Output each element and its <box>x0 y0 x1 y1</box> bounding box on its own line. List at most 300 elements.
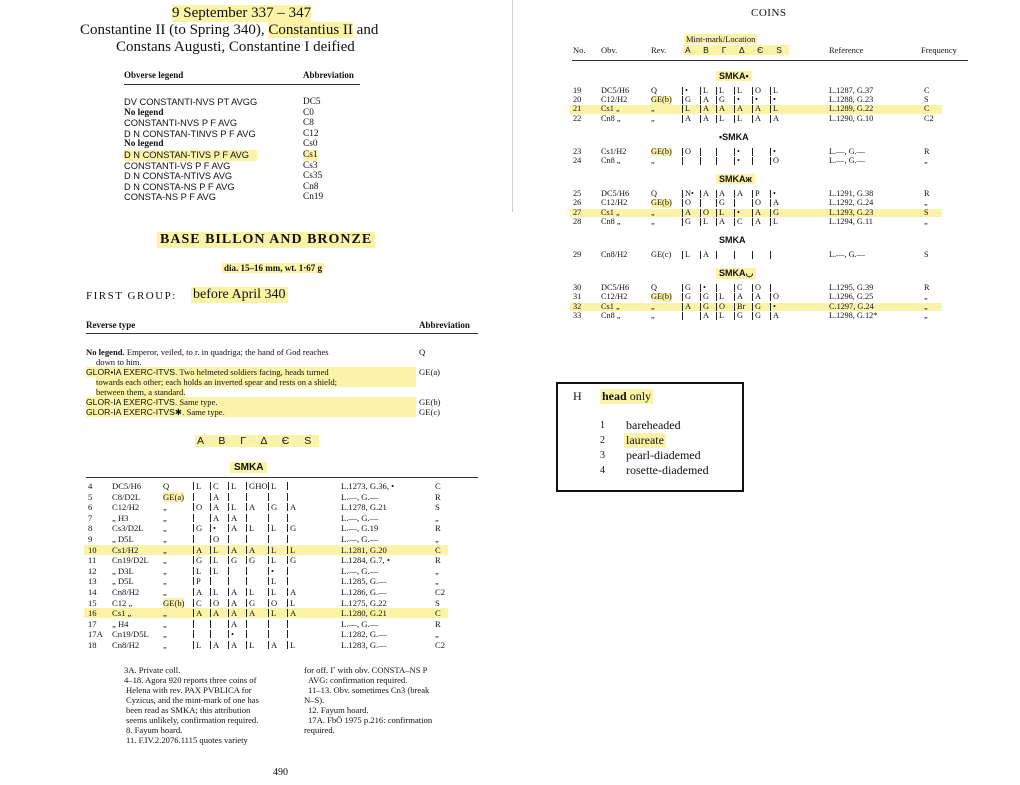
coin-reference: L.—, G.— <box>829 146 865 156</box>
obverse-abbr: C12 <box>303 128 319 139</box>
officina-divider <box>246 577 247 585</box>
officina-mark: L <box>719 207 725 217</box>
mintmark-label: SMKA◡ <box>716 268 756 279</box>
officina-mark: A <box>249 502 256 513</box>
officina-divider <box>770 87 771 95</box>
footnote-line: 4–18. Agora 920 reports three coins of <box>124 675 257 685</box>
coin-reverse: Q <box>163 481 170 491</box>
coin-no: 9 <box>88 534 93 544</box>
officina-mark: L <box>196 565 202 576</box>
coin-frequency: C <box>435 481 441 491</box>
officina-divider <box>287 524 288 532</box>
officina-divider <box>716 87 717 95</box>
officina-divider <box>700 105 701 113</box>
coin-no: 16 <box>88 608 97 619</box>
officina-divider <box>700 115 701 123</box>
officina-divider <box>228 514 229 522</box>
officina-divider <box>246 514 247 522</box>
officina-divider <box>228 556 229 564</box>
officina-divider <box>268 503 269 511</box>
officina-divider <box>210 599 211 607</box>
coin-obverse: Cs1/H2 <box>112 544 139 555</box>
officina-mark: A <box>773 198 779 208</box>
officina-mark: O <box>755 86 761 95</box>
officina-mark: A <box>755 207 761 217</box>
officina-divider <box>716 115 717 123</box>
officina-divider <box>287 588 288 596</box>
officina-divider <box>228 482 229 490</box>
obverse-legend: CONSTANTI-VS P F AVG <box>124 160 231 171</box>
footnote-line: required. <box>304 725 335 735</box>
obverse-abbr: Cn19 <box>303 192 324 203</box>
officina-mark: L <box>719 86 725 95</box>
officina-mark: A <box>249 608 256 619</box>
officina-divider <box>268 620 269 628</box>
coin-frequency: R <box>435 555 441 566</box>
officina-divider <box>193 630 194 638</box>
obverse-legend-header: Obverse legend <box>124 70 184 80</box>
officina-divider <box>752 312 753 320</box>
coin-reference: L.1290, G.10 <box>829 113 874 123</box>
officina-divider <box>734 190 735 198</box>
coin-no: 6 <box>88 502 93 513</box>
officina-divider <box>210 503 211 511</box>
coin-reference: L.1285, G.— <box>341 576 387 587</box>
officina-mark: A <box>249 544 256 555</box>
officina-mark: L <box>773 86 779 95</box>
officina-mark: O <box>213 534 220 544</box>
officina-mark: L <box>290 544 296 555</box>
coin-obverse: Cn8/H2 <box>601 250 628 259</box>
officina-divider <box>268 493 269 501</box>
officina-divider <box>210 546 211 554</box>
coin-row <box>0 576 512 586</box>
officina-divider <box>752 199 753 207</box>
coin-obverse: DC5/H6 <box>112 481 142 491</box>
mintmark-rule <box>86 477 478 478</box>
officina-divider <box>246 524 247 532</box>
coin-reverse: „ <box>163 629 167 640</box>
officina-divider <box>210 620 211 628</box>
officinae-header: A B Γ Δ Є S <box>197 435 318 447</box>
officina-divider <box>770 209 771 217</box>
officina-mark: L <box>196 640 202 650</box>
officina-divider <box>193 503 194 511</box>
obverse-abbr: Cs0 <box>303 139 318 150</box>
legend-title-rest: only <box>626 389 652 403</box>
officina-divider <box>752 148 753 156</box>
officina-divider <box>287 482 288 490</box>
coin-no: 28 <box>573 216 582 226</box>
officina-mark: A <box>231 523 238 534</box>
officina-divider <box>734 115 735 123</box>
officina-divider <box>682 115 683 123</box>
officina-divider <box>716 312 717 320</box>
officina-mark: A <box>231 597 238 608</box>
officina-divider <box>682 303 683 311</box>
obverse-legend: D N CONSTA-NTIVS AVG <box>124 171 233 182</box>
officina-divider <box>193 577 194 585</box>
officina-mark: L <box>271 576 277 587</box>
officina-mark: G <box>249 597 256 608</box>
officina-mark: G <box>685 283 691 293</box>
officina-divider <box>193 514 194 522</box>
officina-mark: L <box>231 481 237 491</box>
coin-obverse: „ D3L <box>112 565 134 576</box>
officina-mark: A <box>231 587 238 597</box>
footnote-line: 8. Fayum hoard. <box>126 725 183 735</box>
officina-divider <box>228 567 229 575</box>
reverse-description-cont: towards each other; each holds an inverted spear and rests on a shield; <box>96 377 416 387</box>
coin-reference: L.1284, G.7, • <box>341 555 390 566</box>
officina-mark: L <box>231 502 237 513</box>
coin-frequency: C2 <box>924 113 934 123</box>
officina-divider <box>228 503 229 511</box>
officina-mark: L <box>213 555 219 566</box>
emperors-line-1 <box>80 22 378 39</box>
coin-frequency: C <box>435 544 441 555</box>
reverse-type <box>86 397 416 407</box>
officina-divider <box>268 630 269 638</box>
officina-mark: L <box>290 640 296 650</box>
officina-divider <box>210 630 211 638</box>
officina-mark: O <box>773 156 779 165</box>
officina-mark: A <box>737 189 743 199</box>
obverse-legend: No legend <box>124 139 164 150</box>
coin-reverse: Q <box>651 189 657 199</box>
coin-frequency: „ <box>435 576 439 587</box>
officina-divider <box>228 535 229 543</box>
obverse-abbr-header: Abbreviation <box>303 70 354 80</box>
coin-reference: L.1298, G.12* <box>829 310 878 320</box>
officina-mark: O <box>755 198 761 208</box>
officina-divider <box>246 567 247 575</box>
coin-reference: L.1287, G.37 <box>829 86 874 95</box>
reverse-abbr: Q <box>419 347 426 357</box>
officina-mark: A <box>773 113 779 123</box>
coin-frequency: C <box>924 86 930 95</box>
officina-mark: • <box>737 156 740 165</box>
officina-mark: A <box>213 640 220 650</box>
reverse-description: Same type. <box>184 407 225 417</box>
officina-mark: L <box>737 86 743 95</box>
officina-mark: A <box>213 491 220 502</box>
officina-mark: C <box>737 283 743 293</box>
coin-frequency: R <box>924 146 930 156</box>
officina-mark: C <box>737 216 743 226</box>
coin-no: 17A <box>88 629 103 640</box>
legend-item-number: 2 <box>600 435 605 446</box>
officina-divider <box>246 620 247 628</box>
officina-divider <box>682 157 683 165</box>
officina-divider <box>287 630 288 638</box>
obverse-legend: D N CONSTAN-TINVS P F AVG <box>124 128 256 139</box>
reverse-abbr-header: Abbreviation <box>419 320 470 330</box>
legend-title-bold: head <box>602 389 627 403</box>
legend-item-number: 3 <box>600 450 605 461</box>
page-number: 490 <box>273 767 288 778</box>
coin-frequency: „ <box>924 310 928 320</box>
footnote-line: 3A. Private coll. <box>124 665 181 675</box>
officina-divider <box>287 599 288 607</box>
officina-mark: Br <box>737 301 746 311</box>
obverse-abbr: C0 <box>303 107 314 118</box>
officina-mark: C <box>196 597 202 608</box>
officina-divider <box>268 482 269 490</box>
coin-frequency: R <box>435 618 441 629</box>
coin-obverse: C12/H2 <box>112 502 140 513</box>
officina-mark: • <box>737 207 740 217</box>
officina-divider <box>228 524 229 532</box>
footnote-line: for off. Γ with obv. CONSTA–NS P <box>304 665 428 675</box>
footnote-line: AVG: confirmation required. <box>308 675 408 685</box>
officina-divider <box>287 609 288 617</box>
officina-divider <box>716 105 717 113</box>
officina-divider <box>770 312 771 320</box>
coin-no: 20 <box>573 95 582 105</box>
officina-divider <box>210 535 211 543</box>
reverse-legend: No legend. <box>86 347 125 357</box>
row-highlight <box>84 608 448 618</box>
officina-mark: • <box>271 565 275 576</box>
officina-mark: • <box>773 95 776 105</box>
officina-divider <box>210 609 211 617</box>
coin-frequency: R <box>435 491 441 502</box>
coin-no: 18 <box>88 640 97 650</box>
officina-divider <box>700 303 701 311</box>
coin-no: 22 <box>573 113 582 123</box>
officina-mark: G <box>755 301 761 311</box>
reverse-legend: GLOR-IA EXERC-ITVS. <box>86 397 178 407</box>
mintmark-label: SMKAж <box>716 174 755 184</box>
reverse-type <box>86 407 416 417</box>
officina-divider <box>700 209 701 217</box>
officina-divider <box>716 148 717 156</box>
mintmark-label: SMKA• <box>716 71 752 81</box>
coin-reference: L.1288, G.23 <box>829 95 874 105</box>
running-head: COINS <box>751 7 787 19</box>
officina-divider <box>752 157 753 165</box>
coin-frequency: S <box>435 502 440 513</box>
officina-mark: L <box>213 565 219 576</box>
coin-reference: L.—, G.— <box>829 250 865 259</box>
officina-divider <box>770 303 771 311</box>
officina-divider <box>682 148 683 156</box>
coin-reverse: GE(c) <box>651 250 672 259</box>
officina-divider <box>770 284 771 292</box>
coin-frequency: R <box>924 283 930 293</box>
coin-reverse: „ <box>651 113 655 123</box>
coin-obverse: C12/H2 <box>601 292 628 302</box>
officina-mark: L <box>196 481 202 491</box>
officina-divider <box>287 546 288 554</box>
officina-divider <box>228 620 229 628</box>
officina-mark: N• <box>685 189 694 199</box>
coin-row <box>0 566 512 576</box>
officina-divider <box>734 96 735 104</box>
officina-divider <box>716 199 717 207</box>
coin-frequency: C <box>924 104 930 114</box>
head-legend-box <box>556 382 744 492</box>
officina-mark: G <box>737 310 743 320</box>
officina-mark: A <box>213 502 220 513</box>
coin-obverse: C8/D2L <box>112 491 141 502</box>
coin-obverse: Cn8 „ <box>601 113 621 123</box>
reverse-type <box>86 367 416 377</box>
officina-divider <box>246 630 247 638</box>
officina-mark: A <box>213 608 220 619</box>
footnote-line: been read as SMKA; this attribution <box>126 705 251 715</box>
officina-mark: C <box>213 481 219 491</box>
coin-reverse: „ <box>163 523 167 534</box>
coin-no: 11 <box>88 555 97 566</box>
coin-reference: L.1275, G.22 <box>341 597 387 608</box>
officina-divider <box>246 609 247 617</box>
coin-reverse: GE(b) <box>651 292 672 302</box>
obverse-abbr: Cs35 <box>303 171 323 182</box>
officina-mark: L <box>271 608 277 619</box>
footnote-line: 17A. FbÖ 1975 p.216: confirmation <box>308 715 433 725</box>
coin-row <box>0 608 512 618</box>
officina-divider <box>734 251 735 259</box>
officina-mark: • <box>755 95 758 105</box>
officina-divider <box>228 577 229 585</box>
officina-mark: G <box>271 502 278 513</box>
section-title: BASE BILLON AND BRONZE <box>157 232 375 248</box>
officina-mark: O <box>196 502 203 513</box>
coin-row <box>0 209 1020 218</box>
obverse-legend: D N CONSTAN-TIVS P F AVG <box>124 150 257 161</box>
officina-divider <box>268 641 269 649</box>
officina-mark: A <box>737 292 743 302</box>
officina-divider <box>700 293 701 301</box>
officina-divider <box>770 218 771 226</box>
officina-mark: A <box>719 104 725 114</box>
officina-mark: P <box>755 189 760 199</box>
coin-row <box>0 199 1020 208</box>
coin-no: 4 <box>88 481 93 491</box>
coin-row <box>0 640 512 650</box>
coin-reverse: „ <box>163 502 167 513</box>
coin-reference: L.1281, G.20 <box>341 544 387 555</box>
officina-mark: A <box>685 207 691 217</box>
legend-item-label: bareheaded <box>626 418 681 432</box>
officina-divider <box>268 567 269 575</box>
officina-divider <box>246 482 247 490</box>
coin-no: 25 <box>573 189 582 199</box>
coin-row <box>0 148 1020 157</box>
officina-divider <box>752 284 753 292</box>
officina-divider <box>700 251 701 259</box>
officina-divider <box>287 577 288 585</box>
officina-divider <box>682 105 683 113</box>
officina-mark: • <box>703 283 706 293</box>
coin-no: 19 <box>573 86 582 95</box>
reverse-description: Same type. <box>177 397 218 407</box>
officina-divider <box>228 599 229 607</box>
coin-no: 32 <box>573 301 582 311</box>
obverse-legend: D N CONSTA-NS P F AVG <box>124 181 235 192</box>
footnote-line: 11–13. Obv. sometimes Cn3 (break <box>308 685 430 695</box>
footnote-line: 11. F.IV.2.2076.1115 quotes variety <box>126 735 248 745</box>
coin-no: 14 <box>88 587 97 597</box>
coin-reference: L.1289, G.22 <box>829 104 874 114</box>
officina-divider <box>682 190 683 198</box>
officina-mark: L <box>213 587 219 597</box>
coin-obverse: Cn8/H2 <box>112 640 140 650</box>
officina-mark: A <box>755 292 761 302</box>
reverse-description: Emperor, veiled, to r. in quadriga; the hand of God reaches <box>124 347 329 357</box>
officina-divider <box>716 303 717 311</box>
coin-row <box>0 587 512 597</box>
officina-divider <box>716 218 717 226</box>
reverse-description: Two helmeted soldiers facing, heads turned <box>177 367 329 377</box>
coin-row <box>0 598 512 608</box>
officina-divider <box>268 514 269 522</box>
obverse-legend: No legend <box>124 107 164 118</box>
coin-frequency: R <box>435 523 441 534</box>
coin-frequency: S <box>924 95 929 105</box>
officina-mark: G <box>755 310 761 320</box>
legend-item-number: 4 <box>600 465 605 476</box>
officina-divider <box>682 312 683 320</box>
officina-divider <box>210 567 211 575</box>
officina-divider <box>700 312 701 320</box>
coin-reverse: „ <box>163 565 167 576</box>
officina-divider <box>228 641 229 649</box>
officina-divider <box>770 199 771 207</box>
officina-divider <box>287 514 288 522</box>
reverse-legend: GLOR-IA EXERC-ITVS✱. <box>86 407 185 417</box>
obverse-legend: DV CONSTANTI-NVS PT AVGG <box>124 97 258 107</box>
officina-mark: L <box>271 481 277 491</box>
obverse-abbr: Cs3 <box>303 160 318 171</box>
coin-frequency: „ <box>435 534 439 544</box>
officina-divider <box>193 620 194 628</box>
officina-mark: G <box>685 95 691 105</box>
officina-divider <box>228 588 229 596</box>
officina-divider <box>770 293 771 301</box>
officina-divider <box>770 148 771 156</box>
reverse-type-header: Reverse type <box>86 320 136 330</box>
group-label: FIRST GROUP: <box>86 290 177 302</box>
officina-mark: L <box>249 640 255 650</box>
officina-divider <box>268 535 269 543</box>
officina-divider <box>682 87 683 95</box>
reverse-description-cont: down to him. <box>96 357 142 367</box>
officina-mark: GHO <box>249 481 268 491</box>
officina-mark: • <box>773 146 776 156</box>
officina-divider <box>716 293 717 301</box>
coin-no: 8 <box>88 523 93 534</box>
footnote-line: Cyzicus, and the mint-mark of one has <box>126 695 259 705</box>
officina-mark: • <box>685 86 688 95</box>
officina-divider <box>752 96 753 104</box>
officina-divider <box>716 209 717 217</box>
coin-obverse: DC5/H6 <box>601 283 630 293</box>
officina-divider <box>734 148 735 156</box>
coin-obverse: „ D5L <box>112 534 134 544</box>
officina-divider <box>210 482 211 490</box>
obverse-legend: CONSTA-NS P F AVG <box>124 192 216 203</box>
coin-reverse: „ <box>163 618 167 629</box>
officina-divider <box>228 630 229 638</box>
officina-divider <box>193 599 194 607</box>
coin-obverse: DC5/H6 <box>601 189 630 199</box>
legend-item-label: pearl-diademed <box>626 448 701 462</box>
officina-divider <box>770 251 771 259</box>
officina-divider <box>734 312 735 320</box>
